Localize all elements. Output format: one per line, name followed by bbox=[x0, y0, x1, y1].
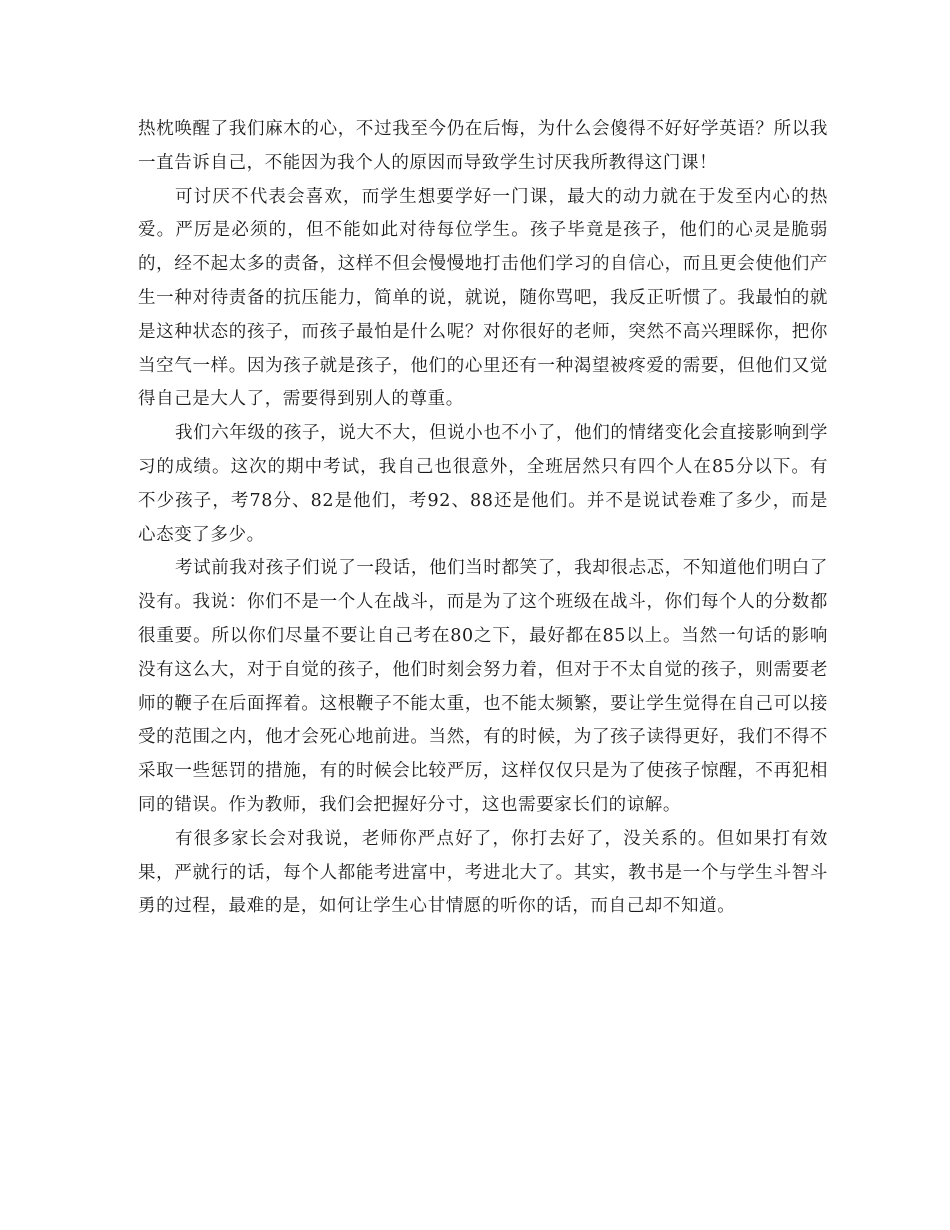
paragraph-1: 热枕唤醒了我们麻木的心，不过我至今仍在后悔，为什么会傻得不好好学英语？所以我一直告诉自己，不能因为我个人的原因而导致学生讨厌我所教得这门课！ bbox=[138, 119, 828, 173]
paragraph-2: 可讨厌不代表会喜欢，而学生想要学好一门课，最大的动力就在于发至内心的热爱。严厉是必须的，但不能如此对待每位学生。孩子毕竟是孩子，他们的心灵是脆弱的，经不起太多的责备，这样不但会慢慢地打击他们学习的自信心，而且更会使他们产生一种对待责备的抗压能力，简单的说，就说，随你骂吧，我反正听惯了。我最怕的就是这种状态的孩子，而孩子最怕是什么呢？对你很好的老师，突然不高兴理睬你，把你当空气一样。因为孩子就是孩子，他们的心里还有一种渴望被疼爱的需要，但他们又觉得自己是大人了，需要得到别人的尊重。 bbox=[138, 186, 828, 410]
paragraph-3: 我们六年级的孩子，说大不大，但说小也不小了，他们的情绪变化会直接影响到学习的成绩。这次的期中考试，我自己也很意外，全班居然只有四个人在85分以下。有不少孩子，考78分、82是他们，考92、88还是他们。并不是说试卷难了多少，而是心态变了多少。 bbox=[138, 423, 828, 545]
paragraph-5: 有很多家长会对我说，老师你严点好了，你打去好了，没关系的。但如果打有效果，严就行的话，每个人都能考进富中，考进北大了。其实，教书是一个与学生斗智斗勇的过程，最难的是，如何让学生心甘情愿的听你的话，而自己却不知道。 bbox=[138, 828, 828, 917]
paragraph-4: 考试前我对孩子们说了一段话，他们当时都笑了，我却很忐忑，不知道他们明白了没有。我说：你们不是一个人在战斗，而是为了这个班级在战斗，你们每个人的分数都很重要。所以你们尽量不要让自己考在80之下，最好都在85以上。当然一句话的影响没有这么大，对于自觉的孩子，他们时刻会努力着，但对于不太自觉的孩子，则需要老师的鞭子在后面挥着。这根鞭子不能太重，也不能太频繁，要让学生觉得在自己可以接受的范围之内，他才会死心地前进。当然，有的时候，为了孩子读得更好，我们不得不采取一些惩罚的措施，有的时候会比较严厉，这样仅仅只是为了使孩子惊醒，不再犯相同的错误。作为教师，我们会把握好分寸，这也需要家长们的谅解。 bbox=[138, 558, 828, 815]
document-body bbox=[138, 113, 828, 924]
